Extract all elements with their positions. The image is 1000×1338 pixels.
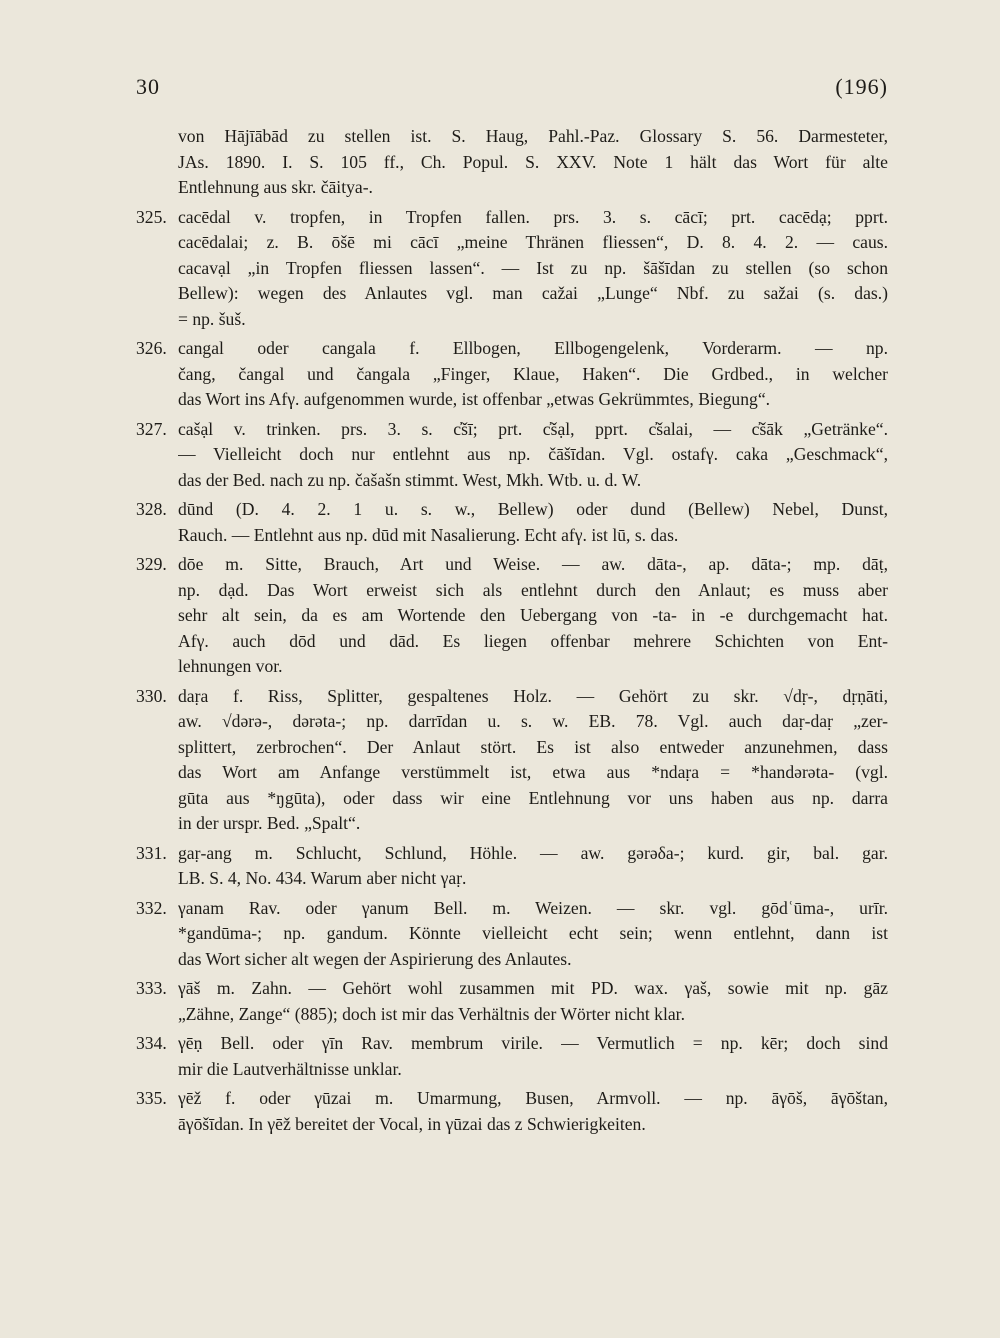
entry-number: 325. bbox=[136, 206, 167, 227]
page-body bbox=[136, 124, 888, 1137]
entry-text-line: lehnungen vor. bbox=[178, 656, 283, 676]
glossary-entry bbox=[136, 841, 888, 892]
entry-text-line: cacēdal v. tropfen, in Tropfen fallen. prs. 3. s. cācī; prt. cacēdạ; pprt. bbox=[178, 206, 888, 227]
intro-paragraph bbox=[136, 124, 888, 201]
text-line: von Hājīābād zu stellen ist. S. Haug, Pahl.-Paz. Glossary S. 56. Darmesteter, bbox=[178, 126, 888, 146]
entry-text-line: aw. √dərə-, dərəta-; np. darrīdan u. s. w. EB. 78. Vgl. auch daṛ-daṛ „zer- bbox=[178, 711, 888, 731]
entry-text-line: das Wort am Anfange verstümmelt ist, etwa aus *ndaṛa = *handərəta- (vgl. bbox=[178, 762, 888, 782]
glossary-entry bbox=[136, 1031, 888, 1082]
entry-text-line: γēž f. oder γūzai m. Umarmung, Busen, Armvoll. — np. āγōš, āγōštan, bbox=[178, 1088, 888, 1108]
entry-text-line: LB. S. 4, No. 434. Warum aber nicht γaṛ. bbox=[178, 868, 467, 888]
entry-text-line: splittert, zerbrochen“. Der Anlaut stört. Es ist also entweder anzunehmen, dass bbox=[178, 736, 888, 757]
text-line: JAs. 1890. I. S. 105 ff., Ch. Popul. S. XXV. Note 1 hält das Wort für alte bbox=[178, 151, 888, 172]
entry-text-line: mir die Lautverhältnisse unklar. bbox=[178, 1058, 402, 1079]
entry-text-line: daṛa f. Riss, Splitter, gespaltenes Holz. — Gehört zu skr. √dṛ-, dṛṇāti, bbox=[178, 685, 888, 706]
entry-text-line: āγōšīdan. In γēž bereitet der Vocal, in γūzai das z Schwierigkeiten. bbox=[178, 1113, 646, 1134]
entry-number: 329. bbox=[136, 554, 167, 574]
entry-text-line: gaṛ-ang m. Schlucht, Schlund, Höhle. — aw. gərəδa-; kurd. gir, bal. gar. bbox=[178, 842, 888, 863]
entry-list bbox=[136, 205, 888, 1138]
entry-number: 327. bbox=[136, 418, 167, 439]
entry-number: 333. bbox=[136, 978, 167, 998]
entry-number: 328. bbox=[136, 499, 167, 519]
entry-number: 331. bbox=[136, 842, 167, 863]
glossary-entry bbox=[136, 497, 888, 548]
glossary-entry bbox=[136, 896, 888, 973]
glossary-entry bbox=[136, 976, 888, 1027]
page-reference: (196) bbox=[835, 74, 888, 99]
page-header bbox=[136, 74, 888, 100]
entry-text-line: sehr alt sein, da es am Wortende den Uebergang von -ta- in -e durchgemacht hat. bbox=[178, 605, 888, 625]
entry-text-line: — Vielleicht doch nur entlehnt aus np. čāšīdan. Vgl. ostafγ. caka „Geschmack“, bbox=[178, 444, 888, 464]
entry-text-line: das Wort ins Afγ. aufgenommen wurde, ist offenbar „etwas Gekrümmtes, Biegung“. bbox=[178, 389, 771, 409]
entry-text-line: „Zähne, Zange“ (885); doch ist mir das Verhältnis der Wörter nicht klar. bbox=[178, 1003, 685, 1024]
glossary-entry bbox=[136, 684, 888, 837]
entry-text-line: Bellew): wegen des Anlautes vgl. man cažai „Lunge“ Nbf. zu sažai (s. das.) bbox=[178, 283, 888, 303]
entry-text-line: čang, čangal und čangala „Finger, Klaue, Haken“. Die Grdbed., in welcher bbox=[178, 363, 888, 384]
entry-text-line: γāš m. Zahn. — Gehört wohl zusammen mit PD. wax. γaš, sowie mit np. gāz bbox=[178, 978, 888, 998]
entry-number: 326. bbox=[136, 338, 167, 358]
entry-text-line: das Wort sicher alt wegen der Aspirierung des Anlautes. bbox=[178, 948, 572, 969]
page-number: 30 bbox=[136, 74, 160, 99]
entry-number: 334. bbox=[136, 1033, 167, 1053]
entry-text-line: gūta aus *ŋgūta), oder dass wir eine Entlehnung vor uns haben aus np. darra bbox=[178, 787, 888, 808]
entry-text-line: γanam Rav. oder γanum Bell. m. Weizen. — skr. vgl. gōdʿūma-, urīr. bbox=[178, 897, 888, 918]
entry-text-line: = np. šuš. bbox=[178, 308, 246, 329]
entry-text-line: in der urspr. Bed. „Spalt“. bbox=[178, 813, 361, 833]
entry-number: 332. bbox=[136, 897, 167, 918]
entry-text-line: das der Bed. nach zu np. čašašn stimmt. West, Mkh. Wtb. u. d. W. bbox=[178, 469, 642, 490]
entry-number: 330. bbox=[136, 685, 167, 706]
glossary-entry bbox=[136, 205, 888, 333]
glossary-entry bbox=[136, 552, 888, 680]
entry-text-line: Rauch. — Entlehnt aus np. dūd mit Nasalierung. Echt afγ. ist lū, s. das. bbox=[178, 524, 679, 545]
entry-text-line: γēṇ Bell. oder γīn Rav. membrum virile. — Vermutlich = np. kēr; doch sind bbox=[178, 1033, 888, 1053]
entry-text-line: dōe m. Sitte, Brauch, Art und Weise. — aw. dāta-, ap. dāta-; mp. dāṭ, bbox=[178, 554, 888, 574]
glossary-entry bbox=[136, 336, 888, 413]
entry-text-line: cacēdalai; z. B. ōšē mi cācī „meine Thränen fliessen“, D. 8. 4. 2. — caus. bbox=[178, 232, 888, 252]
glossary-entry bbox=[136, 417, 888, 494]
glossary-entry bbox=[136, 1086, 888, 1137]
entry-text-line: *gandūma-; np. gandum. Könnte vielleicht echt sein; wenn entlehnt, dann ist bbox=[178, 923, 888, 943]
entry-text-line: dūnd (D. 4. 2. 1 u. s. w., Bellew) oder dund (Bellew) Nebel, Dunst, bbox=[178, 499, 888, 519]
entry-text-line: cacavạl „in Tropfen fliessen lassen“. — Ist zu np. šāšīdan zu stellen (so schon bbox=[178, 257, 888, 278]
text-line: Entlehnung aus skr. čāitya-. bbox=[178, 177, 373, 197]
entry-text-line: np. dạd. Das Wort erweist sich als entlehnt durch den Anlaut; es muss aber bbox=[178, 579, 888, 600]
entry-number: 335. bbox=[136, 1088, 167, 1108]
entry-text-line: Afγ. auch dōd und dād. Es liegen offenbar mehrere Schichten von Ent- bbox=[178, 630, 888, 651]
entry-text-line: cangal oder cangala f. Ellbogen, Ellbogengelenk, Vorderarm. — np. bbox=[178, 338, 888, 358]
entry-text-line: cašạl v. trinken. prs. 3. s. c̓šī; prt. c̓šạl, pprt. c̓šalai, — c̓šāk „Getränke“. bbox=[178, 418, 888, 439]
